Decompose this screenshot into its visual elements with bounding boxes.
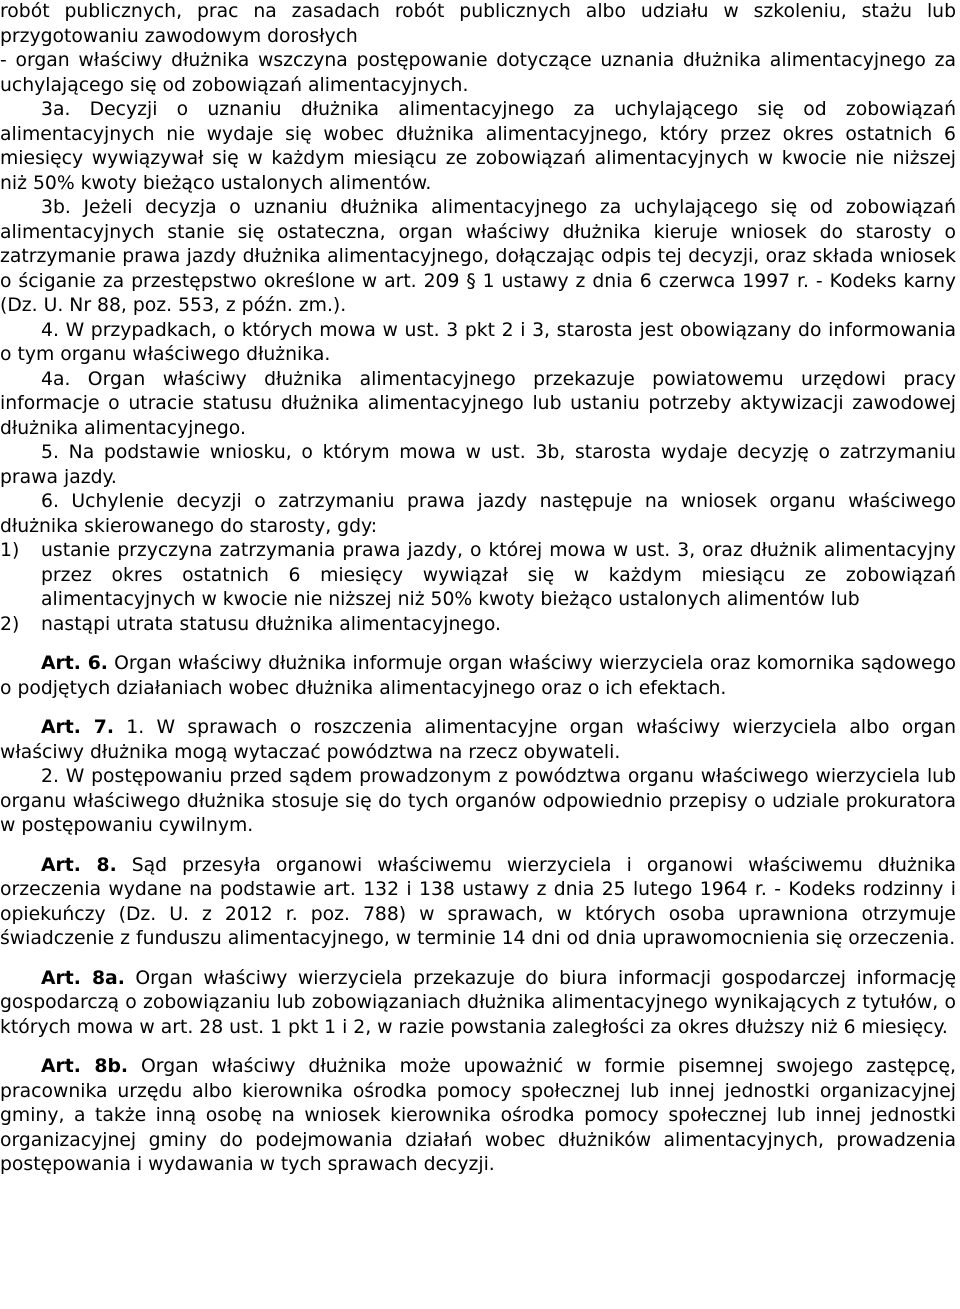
text-line: - organ właściwy dłużnika wszczyna postępowanie dotyczące uznania dłużnika alimentacyjnego za uchylającego się od zobowiązań alimentacyjnych. [0,50,956,96]
article-8a [0,967,956,1041]
article-text: 1. W sprawach o roszczenia alimentacyjne organ właściwy wierzyciela albo organ właściwy dłużnika mogą wytaczać powództwa na rzecz obywateli. [0,717,956,763]
article-6 [0,652,956,701]
list-item [0,613,956,638]
article-7-para-2: 2. W postępowaniu przed sądem prowadzonym z powództwa organu właściwego wierzyciela lub organu właściwego dłużnika stosuje się do tych organów odpowiednio przepisy o udziale prokuratora w postępowaniu cywilnym. [0,766,956,836]
article-label: Art. 8. [41,854,117,876]
list-text: ustanie przyczyna zatrzymania prawa jazdy, o której mowa w ust. 3, oraz dłużnik alimentacyjny przez okres ostatnich 6 miesięcy wywiązał się w każdym miesiącu ze zobowiązań alimentacyjnych w kwocie nie niższej niż 50% kwoty bieżąco ustalonych alimentów lub [41,540,956,610]
paragraph-5: 5. Na podstawie wniosku, o którym mowa w ust. 3b, starosta wydaje decyzję o zatrzymaniu prawa jazdy. [0,442,956,488]
article-text: Organ właściwy dłużnika może upoważnić w formie pisemnej swojego zastępcę, pracownika urzędu albo kierownika ośrodka pomocy społecznej lub innej jednostki organizacyjnej gminy, a także inną osobę na wniosek kierownika ośrodka pomocy społecznej lub innej jednostki organizacyjnej gminy do podejmowania działań wobec dłużników alimentacyjnych, prowadzenia postępowania i wydawania w tych sprawach decyzji. [0,1056,956,1175]
article-label: Art. 8b. [41,1056,129,1077]
paragraph-4a: 4a. Organ właściwy dłużnika alimentacyjnego przekazuje powiatowemu urzędowi pracy informacje o utracie statusu dłużnika alimentacyjnego lub ustaniu potrzeby aktywizacji zawodowej dłużnika alimentacyjnego. [0,368,956,439]
paragraph-6: 6. Uchylenie decyzji o zatrzymaniu prawa jazdy następuje na wniosek organu właściwego dłużnika skierowanego do starosty, gdy: [0,491,956,537]
list-number: 1) [0,540,20,561]
article-label: Art. 6. [41,653,108,674]
article-label: Art. 7. [41,717,114,738]
list-item [0,539,956,613]
article-7 [0,716,956,765]
text-line: robót publicznych, prac na zasadach robót publicznych albo udziału w szkoleniu, stażu lub przygotowaniu zawodowym dorosłych [0,1,956,47]
article-text: Organ właściwy wierzyciela przekazuje do biura informacji gospodarczej informację gospodarczą o zobowiązaniu lub zobowiązaniach dłużnika alimentacyjnego wynikających z tytułów, o których mowa w art. 28 ust. 1 pkt 1 i 2, w razie powstania zaległości za okres dłuższy niż 6 miesięcy. [0,967,956,1038]
article-8b [0,1055,956,1178]
paragraph-3a: 3a. Decyzji o uznaniu dłużnika alimentacyjnego za uchylającego się od zobowiązań alimentacyjnych nie wydaje się wobec dłużnika alimentacyjnego, który przez okres ostatnich 6 miesięcy wywiązywał się w każdym miesiącu ze zobowiązań alimentacyjnych w kwocie nie niższej niż 50% kwoty bieżąco ustalonych alimentów. [0,99,956,194]
list-number: 2) [0,613,20,635]
paragraph-4: 4. W przypadkach, o których mowa w ust. 3 pkt 2 i 3, starosta jest obowiązany do informowania o tym organu właściwego dłużnika. [0,319,956,365]
article-label: Art. 8a. [41,967,125,989]
article-8 [0,854,956,952]
list-text: nastąpi utrata statusu dłużnika alimentacyjnego. [41,613,502,635]
paragraph-3b: 3b. Jeżeli decyzja o uznaniu dłużnika alimentacyjnego za uchylającego się od zobowiązań alimentacyjnych stanie się ostateczna, organ właściwy dłużnika kieruje wniosek do starosty o zatrzymanie prawa jazdy dłużnika alimentacyjnego, dołączając odpis tej decyzji, oraz składa wniosek o ściganie za przestępstwo określone w art. 209 § 1 ustawy z dnia 6 czerwca 1997 r. - Kodeks karny (Dz. U. Nr 88, poz. 553, z późn. zm.). [0,197,956,316]
article-text: Sąd przesyła organowi właściwemu wierzyciela i organowi właściwemu dłużnika orzeczenia wydane na podstawie art. 132 i 138 ustawy z dnia 25 lutego 1964 r. - Kodeks rodzinny i opiekuńczy (Dz. U. z 2012 r. poz. 788) w sprawach, w których osoba uprawniona otrzymuje świadczenie z funduszu alimentacyjnego, w terminie 14 dni od dnia uprawomocnienia się orzeczenia. [0,854,956,949]
article-text: Organ właściwy dłużnika informuje organ właściwy wierzyciela oraz komornika sądowego o podjętych działaniach wobec dłużnika alimentacyjnego oraz o ich efektach. [0,653,956,699]
